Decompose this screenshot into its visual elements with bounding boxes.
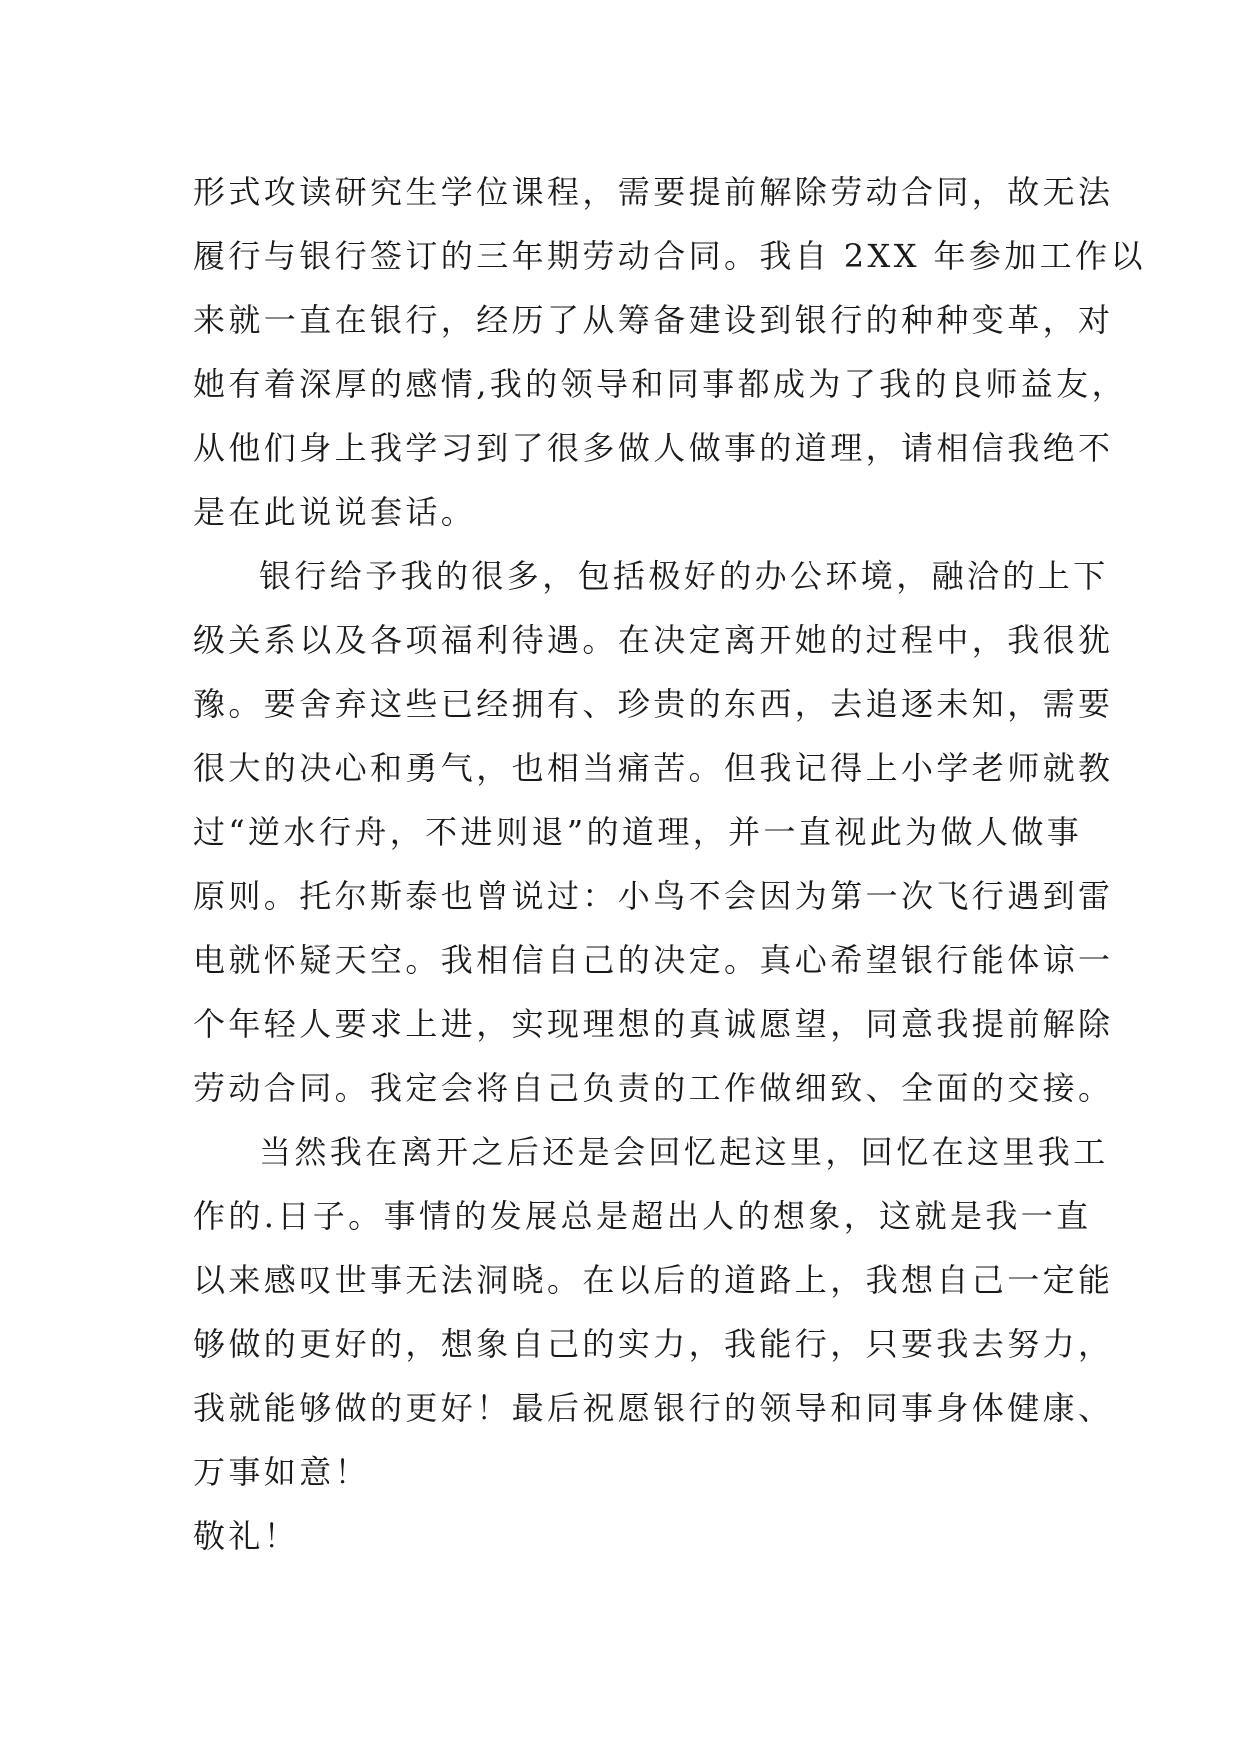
paragraph-2-first-line: 银行给予我的很多，包括极好的办公环境，融洽的上下: [259, 557, 1109, 595]
text-line-12: 原则。托尔斯泰也曾说过：小鸟不会因为第一次飞行遇到雷: [193, 877, 1114, 915]
text-line-15: 劳动合同。我定会将自己负责的工作做细致、全面的交接。: [193, 1069, 1114, 1107]
text-line-21: 万事如意！: [193, 1453, 371, 1491]
text-line-9: 豫。要舍弃这些已经拥有、珍贵的东西，去追逐未知，需要: [193, 685, 1114, 723]
text-line-5: 从他们身上我学习到了很多做人做事的道理，请相信我绝不: [193, 429, 1114, 467]
text-line-14: 个年轻人要求上进，实现理想的真诚愿望，同意我提前解除: [193, 1005, 1114, 1043]
text-line-20: 我就能够做的更好！最后祝愿银行的领导和同事身体健康、: [193, 1389, 1114, 1427]
paragraph-3-first-line: 当然我在离开之后还是会回忆起这里，回忆在这里我工: [259, 1133, 1109, 1171]
text-line-13: 电就怀疑天空。我相信自己的决定。真心希望银行能体谅一: [193, 941, 1114, 979]
text-line-17: 作的.日子。事情的发展总是超出人的想象，这就是我一直: [193, 1197, 1092, 1235]
text-line-3: 来就一直在银行，经历了从筹备建设到银行的种种变革，对: [193, 301, 1114, 339]
text-line-19: 够做的更好的，想象自己的实力，我能行，只要我去努力，: [193, 1325, 1114, 1363]
text-line-1: 形式攻读研究生学位课程，需要提前解除劳动合同，故无法: [193, 173, 1114, 211]
text-line-2: 履行与银行签订的三年期劳动合同。我自 2XX 年参加工作以: [193, 237, 1146, 275]
text-line-10: 很大的决心和勇气，也相当痛苦。但我记得上小学老师就教: [193, 749, 1114, 787]
text-line-8: 级关系以及各项福利待遇。在决定离开她的过程中，我很犹: [193, 621, 1114, 659]
text-line-4: 她有着深厚的感情,我的领导和同事都成为了我的良师益友，: [193, 365, 1127, 403]
text-line-18: 以来感叹世事无法洞晓。在以后的道路上，我想自己一定能: [193, 1261, 1114, 1299]
text-line-6: 是在此说说套话。: [193, 493, 477, 531]
letter-body: [193, 160, 1146, 1568]
text-line-11: 过“逆水行舟，不进则退”的道理，并一直视此为做人做事: [193, 813, 1083, 851]
closing-salutation: 敬礼！: [193, 1517, 300, 1555]
